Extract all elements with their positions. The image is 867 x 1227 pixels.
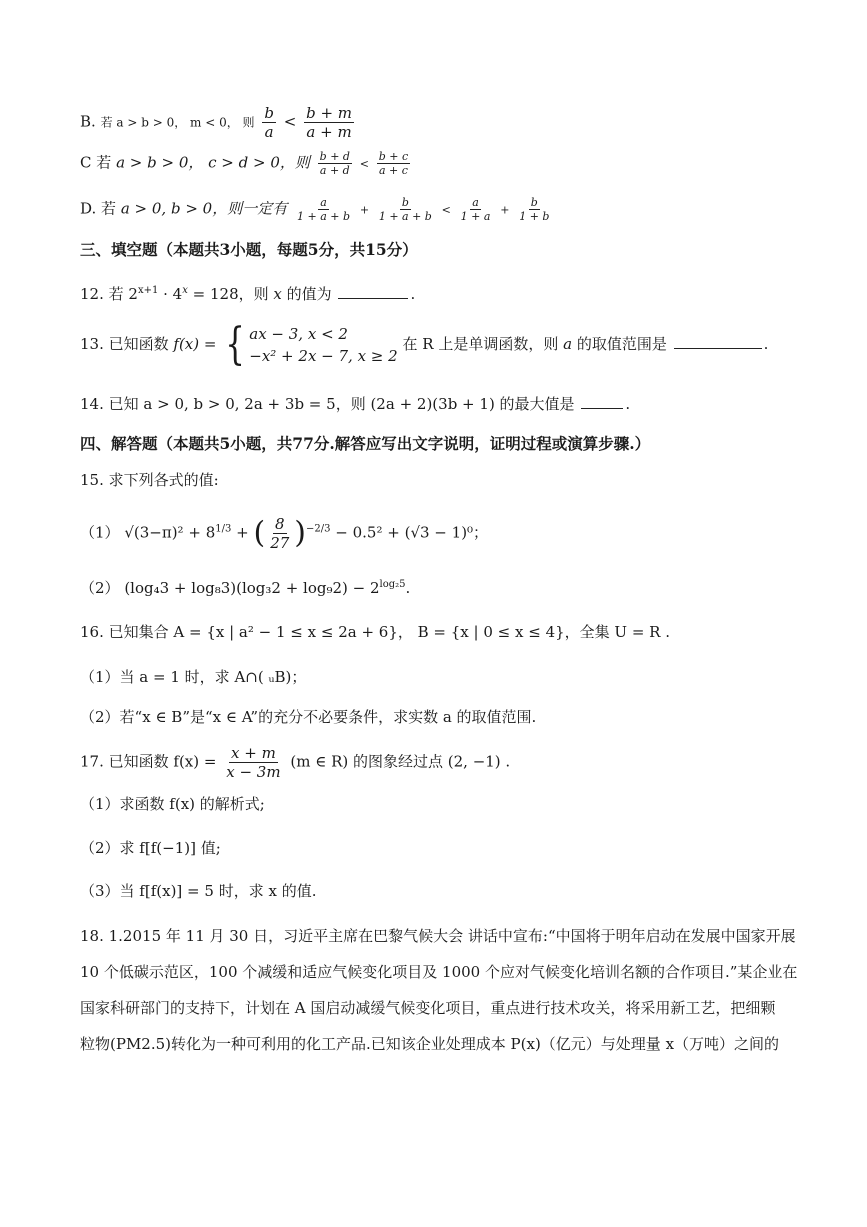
paren-close-glyph: ) [294, 515, 307, 551]
option-d-condition: a > 0, b > 0，则一定有 [120, 199, 288, 218]
piecewise-row-1: ax − 3, x < 2 [249, 325, 348, 343]
q15-p1-exp2: −2/3 [306, 523, 331, 535]
q13-fx: f(x) = [173, 335, 217, 353]
q12-end: . [410, 285, 416, 303]
q12-exp2: x [182, 285, 188, 296]
q17-part-2: （2）求 f[f(−1)] 值; [80, 839, 221, 857]
frac-numerator: x + m [231, 744, 276, 762]
q16-part-1: （1）当 a = 1 时，求 A∩( ᵤB)； [80, 668, 307, 686]
relation-sign: < [283, 112, 297, 131]
option-b-text: 若 a > b > 0， m < 0， 则 [100, 115, 255, 130]
q17-part-1: （1）求函数 f(x) 的解析式; [80, 795, 265, 813]
option-d-frac2 [377, 196, 434, 223]
option-b-frac1 [262, 104, 276, 141]
q17-tail: (m ∈ R) 的图象经过点 (2, −1) . [290, 752, 511, 771]
q18-line-3: 国家科研部门的支持下，计划在 A 国启动减缓气候变化项目，重点进行技术攻关，将采用新工艺，把细颗 [80, 999, 776, 1017]
plus-sign: + [359, 203, 370, 217]
q14-end: . [625, 395, 631, 413]
q16-part-2: （2）若“x ∈ B”是“x ∈ A”的充分不必要条件，求实数 a 的取值范围. [80, 708, 537, 726]
q12-exp1: x+1 [137, 285, 159, 296]
frac-numerator: b [530, 196, 538, 209]
option-d [80, 196, 807, 223]
frac-denominator: 27 [270, 534, 290, 552]
q18-line-1: 18. 1.2015 年 11 月 30 日，习近平主席在巴黎气候大会 讲话中宣布:“中国将于明年启动在发展中国家开展 [80, 927, 796, 945]
option-d-frac1 [295, 196, 352, 223]
option-c [80, 150, 807, 177]
question-12 [80, 281, 807, 304]
relation-sign: < [359, 157, 369, 171]
q12-mid: · 4 [163, 285, 183, 303]
q15-p1-exp1: 1/3 [215, 523, 232, 535]
frac-numerator: b [401, 196, 409, 209]
q15-p2-label: （2） [80, 579, 120, 597]
q15-p1-rest: − 0.5² + (√3 − 1)⁰； [335, 523, 489, 542]
option-d-text: 若 [101, 199, 117, 218]
q13-mid: 在 R 上是单调函数，则 [402, 335, 559, 353]
frac-numerator: 8 [274, 515, 285, 533]
frac-numerator: b [264, 104, 274, 122]
frac-denominator: x − 3m [226, 763, 281, 781]
q14-text: 14. 已知 a > 0, b > 0, 2a + 3b = 5，则 (2a + 2)(3b + 1) 的最大值是 [80, 395, 575, 413]
q13-tail: 的取值范围是 [576, 335, 667, 353]
q16-title: 16. 已知集合 A = {x | a² − 1 ≤ x ≤ 2a + 6}， B = {x | 0 ≤ x ≤ 4}，全集 U = R . [80, 623, 671, 641]
frac-numerator: b + c [378, 150, 409, 163]
option-c-text: 若 [96, 153, 112, 172]
frac-numerator: b + m [306, 104, 353, 122]
q12-rhs: = 128，则 [192, 285, 269, 303]
q12-base: 2 [128, 285, 138, 303]
option-b [80, 104, 807, 141]
answer-blank[interactable] [674, 334, 762, 349]
q15-part-1 [80, 515, 807, 552]
q12-tail: 的值为 [286, 285, 332, 303]
q13-var: a [563, 335, 573, 353]
piecewise-row-2: −x² + 2x − 7, x ≥ 2 [249, 347, 398, 365]
q15-p1-label: （1） [80, 523, 120, 542]
q15-p1-plus1: + 8 [188, 523, 216, 542]
piecewise-brace [221, 319, 398, 370]
q12-prefix: 12. 若 [80, 285, 124, 303]
section-3-heading: 三、填空题（本题共3小题，每题5分，共15分） [80, 240, 418, 259]
q18-line-4: 粒物(PM2.5)转化为一种可利用的化工产品.已知该企业处理成本 P(x)（亿元）与处理量 x（万吨）之间的 [80, 1035, 780, 1053]
q17-title [80, 744, 807, 781]
q13-end: . [763, 335, 769, 353]
option-c-condition: a > b > 0， c > d > 0，则 [116, 153, 310, 172]
q15-p1-plus2: + [236, 523, 249, 542]
frac-denominator: a + m [306, 123, 352, 141]
frac-denominator: 1 + a [460, 210, 491, 223]
frac-denominator: a + c [378, 164, 408, 177]
paren-open-glyph: ( [253, 515, 266, 551]
frac-denominator: a + d [319, 164, 350, 177]
frac-denominator: 1 + b [519, 210, 550, 223]
frac-denominator: a [264, 123, 274, 141]
option-b-frac2 [304, 104, 354, 141]
q17-frac [224, 744, 282, 781]
q13-prefix: 13. 已知函数 [80, 335, 169, 353]
q15-title: 15. 求下列各式的值: [80, 471, 219, 489]
piecewise-rows [249, 323, 397, 367]
option-d-label: D. [80, 199, 97, 218]
question-14 [80, 394, 807, 414]
q15-p1-frac [268, 515, 291, 552]
option-d-frac3 [459, 196, 493, 223]
question-13 [80, 319, 807, 370]
relation-sign: < [441, 203, 451, 217]
q17-prefix: 17. 已知函数 f(x) = [80, 752, 217, 771]
frac-numerator: a [320, 196, 327, 209]
option-b-label: B. [80, 112, 96, 131]
q15-part-2 [80, 575, 807, 598]
option-c-label: C [80, 153, 92, 172]
q17-part-3: （3）当 f[f(x)] = 5 时，求 x 的值. [80, 882, 317, 900]
frac-numerator: a [472, 196, 479, 209]
q12-var: x [273, 285, 282, 303]
left-brace-glyph: { [225, 319, 246, 370]
option-c-frac1 [318, 150, 352, 177]
plus-sign: + [500, 203, 510, 217]
frac-numerator: b + d [319, 150, 350, 163]
answer-blank[interactable] [338, 284, 408, 299]
answer-blank[interactable] [581, 394, 623, 409]
q15-p2-expr: (log₄3 + log₈3)(log₃2 + log₉2) − 2 [124, 579, 380, 597]
q15-p2-exp: log₂5 [379, 579, 406, 590]
option-d-frac4 [517, 196, 551, 223]
section-4-heading: 四、解答题（本题共5小题，共77分.解答应写出文字说明，证明过程或演算步骤.） [80, 434, 651, 453]
q15-p2-end: . [405, 579, 411, 597]
option-c-frac2 [377, 150, 410, 177]
q15-p1-root: √(3−π)² [124, 523, 184, 542]
frac-denominator: 1 + a + b [378, 210, 432, 223]
q18-line-2: 10 个低碳示范区，100 个减缓和适应气候变化项目及 1000 个应对气候变化培训名额的合作项目.”某企业在 [80, 963, 798, 981]
frac-denominator: 1 + a + b [297, 210, 351, 223]
